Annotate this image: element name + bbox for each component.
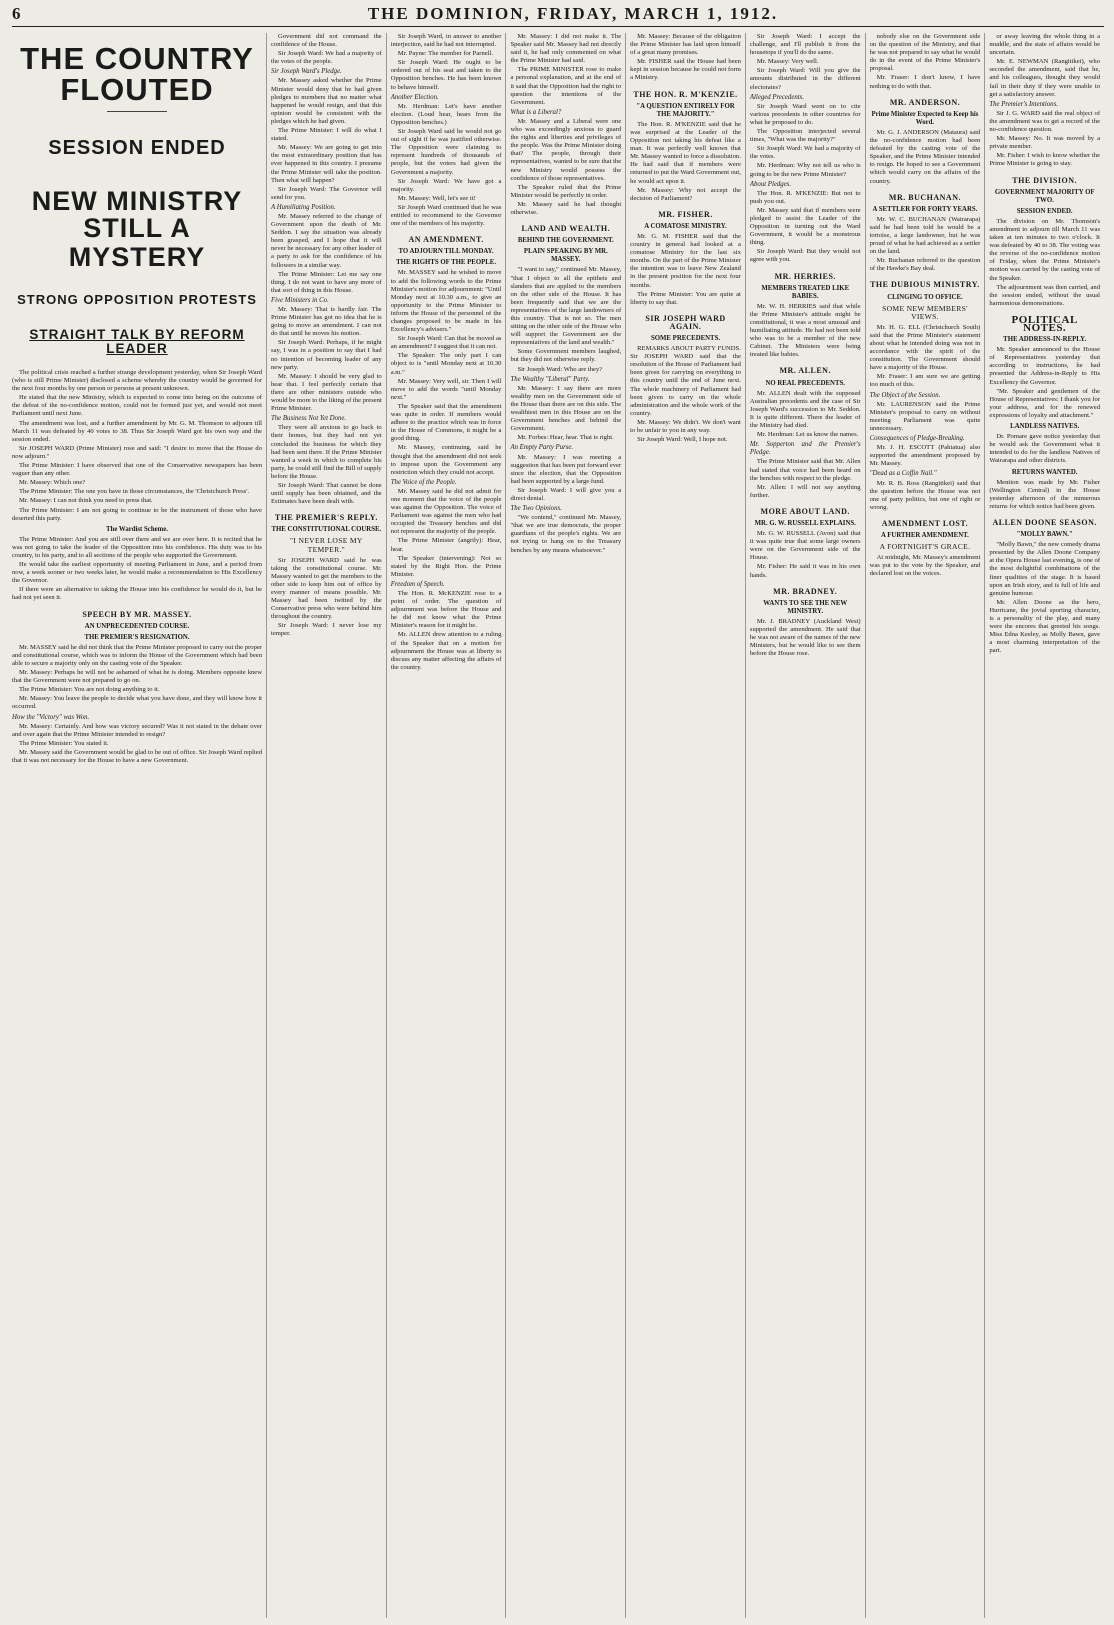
sub-headline-straight-talk: STRAIGHT TALK BY REFORM LEADER [29,327,245,356]
paragraph: "Mr. Speaker and gentlemen of the House of Representatives: I thank you for your address, and for the renewed expressions of loyalty and attachment." [989,387,1101,419]
paragraph: The Prime Minister: I have observed that one of the Conservative newspapers has been vaguer than any other. [12,462,262,478]
section-subheading: RETURNS WANTED. [1011,468,1078,476]
paragraph: Mr. Fraser: I am sure we are getting too much of this. [869,373,981,389]
column-3 [386,33,506,1618]
paragraph: If there were an alternative to taking the House into his confidence he would do it, but he had not yet seen it. [12,586,262,602]
column-7 [865,33,985,1618]
paragraph: Sir Joseph Ward: Well, I hope not. [637,436,728,444]
section-subheading: MEMBERS TREATED LIKE BABIES. [761,284,850,300]
paragraph: Sir Joseph Ward: We had a majority of the votes. [749,145,861,161]
column-1 [12,33,266,1618]
paragraph: Mr. Massey: Very well, sir. Then I will move to add the words "until Monday next." [390,377,502,401]
inline-heading: A Humiliating Position. [271,203,336,211]
paragraph: The Prime Minister (angrily): Hear, hear. [390,537,502,553]
paragraph: Sir Joseph Ward: Who are they? [517,365,603,373]
paragraph: Mr. Forbes: Hear, hear. That is right. [517,434,614,442]
paragraph: Mr. Massey: I can not think you need to press that. [19,497,153,505]
paragraph: Mr. Massey: I should be very glad to hear that. I feel perfectly certain that there are other ministers outside who would be more to the liking of the present Prime Minister. [271,372,382,413]
paragraph: Mr. Allen Doone as the hero, Hurricane, the jovial sporting character, is a personality of the play, and many were the encores that greeted his songs. Miss Edna Keeley, as Molly Bawn, gave a most charming interpretation of the part. [989,598,1101,655]
paragraph: Sir Joseph Ward: The Governor will send for you. [271,185,382,201]
section-subheading: TO ADJOURN TILL MONDAY. [398,248,494,256]
inline-heading: The Object of the Session. [869,391,941,399]
paragraph: Mr. Massey: We are going to get into the most extraordinary position that has ever happened in this country. I presume the Prime Minister will take the position. Then what will happen? [271,144,382,184]
paragraph: The Prime Minister: I will do what I stated. [271,127,382,143]
section-subheading: GOVERNMENT MAJORITY OF TWO. [994,188,1095,204]
paragraph: Sir Joseph Ward went on to cite various precedents in other countries for what he proposed to do. [749,102,861,126]
paragraph: The Prime Minister said that Mr. Allen had stated that voice had been heard on the benches with respect to the pledge. [749,458,861,482]
divider [107,111,167,112]
section-subheading: Prime Minister Expected to Keep his Word. [871,110,979,126]
paragraph: The Prime Minister: The one you have in those circumstances, the 'Christchurch Press'. [19,488,250,496]
paragraph: Sir Joseph Ward: I accept the challenge, and I'll publish it from the housetops if you'll do the same. [749,33,861,57]
paragraph: Mr. Herdman: Let's have another election. (Loud hear, hears from the Opposition benches.) [390,102,502,126]
paragraph: Mr. Payne: The member for Parnell. [397,50,493,58]
inline-heading: Sir Joseph Ward's Pledge. [271,68,342,76]
paragraph: "We contend," continued Mr. Massey, "that we are true democrats, the proper guardians of the people's rights. We are not trying to hang on to the Treasury benches by any means whatsoever." [510,514,622,554]
paragraph: The Prime Minister: You stated it. [19,739,109,747]
column-6 [745,33,865,1618]
inline-heading: About Pledges. [749,180,792,188]
paragraph: The Hon. R. McKENZIE rose to a point of order. The question of adjournment was before the House and he did not know what the Prime Minister's reason for it might be. [390,590,502,630]
paragraph: Mr. J. BRADNEY (Auckland West) supported the amendment. He said that he was not aware of the names of the new Ministers, but he would like to see them before the House rose. [749,617,861,658]
paragraph: Government did not command the confidence of the House. [271,33,382,49]
paragraph: The Hon. R. M'KENZIE said that he was surprised at the Leader of the Opposition not taking his defeat like a man. It was perfectly well known that Mr. Massey wanted to force a dissolution. He had said that if members were returned to put the Ward Government out, he would act upon it. [630,120,741,185]
inline-heading: Alleged Precedents. [749,93,804,101]
paragraph: Mr. Massey: Perhaps he will not be ashamed of what he is doing. Members opposite knew that the Government were not prepared to go on. [12,669,262,685]
newspaper-title: THE DOMINION, FRIDAY, MARCH 1, 1912. [367,4,779,23]
paragraph: Some Government members laughed, but they did not otherwise reply. [510,348,622,364]
inline-heading: Mr. Sopperton and the Premier's Pledge. [749,441,861,457]
paragraph: Sir Joseph Ward continued that he was entitled to recommend to the Governor one of the members of his majority. [390,203,502,228]
paragraph: Mr. Massey: Because of the obligation the Prime Minister has laid upon himself of a great many promises. [630,33,741,57]
paragraph: "Molly Bawn," the new comedy drama presented by the Allen Doone Company at the Opera House last evening, is one of the most delightful combinations of the finer qualities of the stage. It is based upon an Irish story, and is full of life and genuine humour. [989,541,1101,597]
section-heading: SPEECH BY MR. MASSEY. [82,609,192,619]
section-heading: POLITICAL NOTES. [1011,313,1078,334]
paragraph: Mr. Massey said he did not admit for one moment that the voice of the people was against the Opposition. The voice of Parliament was against the men who had occupied the Treasury benches and did not represent the majority of the people. [390,487,502,536]
paragraph: Mr. Massey said the Government would be glad to be out of office. Sir Joseph Ward replied that it was not necessary for the House to have a new Government. [12,748,262,765]
paragraph: Mr. Massey: I was meeting a suggestion that has been put forward ever since the election, that the Opposition had been supported by a large fund. [510,453,622,485]
paragraph: At midnight, Mr. Massey's amendment was put to the vote by the Speaker, and declared lost on the voices. [869,554,981,578]
paragraph: Mr. ALLEN dealt with the supposed Australian precedents and the case of Sir Joseph Ward's succession to Mr. Seddon. It is quite different. There the leader of the Ministry had died. [749,389,861,430]
paragraph: The Hon. R. M'KENZIE: But not to push you out. [749,189,861,205]
paragraph: "I want to say," continued Mr. Massey, "that I object to all the epithets and slanders that are applied to the members on the other side of the House. It has been frequently said that we are the representatives of the large landowners of this country. That is not so. The men sitting on the other side of the House who will support the Government are the representatives of the land and wealth." [510,266,622,347]
pull-quote: A FORTNIGHT'S GRACE. [879,542,971,552]
paragraph: Mr. Massey said he had thought otherwise. [510,200,622,216]
section-heading: AMENDMENT LOST. [881,518,969,528]
paragraph: Mr. W. C. BUCHANAN (Wairarapa) said he had been told he would be a tortoise, a large landowner, but he was proud of what he had achieved as a settler on the land. [869,215,981,256]
column-5 [625,33,745,1618]
inline-heading: "Dead as a Coffin Nail." [869,470,937,478]
paragraph: Mr. W. H. HERRIES said that while the Prime Minister's attitude might be constitutional, it was a most unusual and humiliating attitude. He had not been told who was to be a member of the new Cabinet. The Ministers were being treated like babies. [749,302,861,359]
section-heading: MR. FISHER. [658,209,713,219]
paragraph: The Prime Minister: You are not doing anything to it. [19,686,160,694]
section-heading: LAND AND WEALTH. [521,224,611,234]
section-heading: AN AMENDMENT. [408,235,484,245]
paragraph: Sir Joseph Ward: I never lose my temper. [271,622,382,638]
paragraph: Mr. Massey asked whether the Prime Minister would deny that he had given pledges to members that no matter what happened he would resign, and that this opinion would be consistent with the pledges which he had given. [271,77,382,125]
paragraph: Mr. LAURENSON said the Prime Minister's proposal to carry on without meeting Parliament was quite unnecessary. [869,400,981,432]
main-headline: THE COUNTRY FLOUTED [20,41,254,107]
paragraph: Mr. J. H. ESCOTT (Pahiatua) also supported the amendment proposed by Mr. Massey. [869,444,981,468]
column-8 [984,33,1104,1618]
paragraph: The Speaker ruled that the Prime Minister would be perfectly in order. [510,183,622,199]
paragraph: Sir Joseph Ward: Perhaps, if he might say, I was in a position to say that I had no intention of becoming leader of any new party. [271,339,382,371]
paragraph: Sir Joseph Ward: He ought to be ordered out of his seat and taken to the Opposition benches. He has been known to behave himself. [390,59,502,91]
masthead [12,4,1104,27]
section-heading: MORE ABOUT LAND. [760,506,850,516]
column-2 [266,33,386,1618]
paragraph: The political crisis reached a further strange development yesterday, when Sir Joseph Ward (who is still Prime Minister) disclosed a scheme whereby the country would be governed for the next four months by one person or persons at present unknown. [12,369,262,393]
section-subheading: BEHIND THE GOVERNMENT. [517,237,614,245]
section-subheading: A FURTHER AMENDMENT. [881,531,969,539]
paragraph: The Prime Minister: You are quite at liberty to say that. [630,290,741,306]
paragraph: Sir Joseph Ward: I will give you a direct denial. [510,486,622,502]
paragraph: The amendment was lost, and a further amendment by Mr. G. M. Thomson to adjourn till March 11 was defeated by 40 votes to 38. Thus Sir Joseph Ward got his own way and the session ended. [12,419,262,443]
section-heading: THE DIVISION. [1012,175,1078,185]
paragraph: Mr. ALLEN drew attention to a ruling of the Speaker that on a motion for adjournment the House was at liberty to discuss any matter affecting the affairs of the country. [390,631,502,671]
inline-heading: Consequences of Pledge-Breaking. [869,435,965,443]
paragraph: The Opposition interjected several times, "What was the majority?" [749,128,861,144]
section-heading: THE HON. R. M'KENZIE. [633,89,738,99]
paragraph: or away leaving the whole thing in a muddle, and the state of affairs would be uncertain. [989,33,1101,57]
sub-headline-opposition: STRONG OPPOSITION PROTESTS [17,292,257,307]
inline-heading: Freedom of Speech. [390,580,445,588]
sub-headline-mystery: MYSTERY [68,242,206,272]
inline-heading: The Voice of the People. [390,478,457,486]
paragraph: Mr. G. J. ANDERSON (Mataura) said the no-confidence motion had been defeated by the casting vote of the Speaker, and the Prime Minister intended to resign. He hoped to see a Government which would carry on the affairs of the country. [869,128,981,185]
inline-heading: How the "Victory" was Won. [12,713,90,721]
paragraph: Mr. Massey, continuing, said he thought that the amendment did not seek to impose upon the Government any restriction which they could not accept. [390,444,502,476]
paragraph: Mr. Massey: Which one? [19,479,86,487]
paragraph: The Prime Minister: And you are still over there and we are over here. It is recited that he was not going to take the leader of the Opposition into his confidence. His duty was to his country, to his party, and to all sections of the people who supported the Government. [12,535,262,559]
paragraph: Mr. MASSEY said he wished to move to add the following words to the Prime Minister's motion for adjournment: "Until Monday next at 10.30 a.m., to give an opportunity to the Prime Minister to inform the House of the personnel of the changes proposed to be made in his Excellency's advisers." [390,269,502,334]
paragraph: Mention was made by Mr. Fisher (Wellington Central) in the House yesterday afternoon of the numerous returns for which notice had been given. [989,478,1101,510]
inline-heading: Five Ministers in Co. [271,296,329,304]
paragraph: Mr. Speaker announced to the House of Representatives yesterday that according to instructions, he had presented the Address-in-Reply to His Excellency the Governor. [989,346,1101,386]
section-subheading: CLINGING TO OFFICE. [887,293,963,301]
paragraph: He would take the earliest opportunity of meeting Parliament in June, and a period from now, a week sooner or two weeks later, he would make a recommendation to His Excellency the Governor. [12,561,262,585]
paragraph: Mr. H. G. ELL (Christchurch South) said that the Prime Minister's statement about what he intended doing was not in accordance with the spirit of the constitution. The Government should have a majority of the House. [869,323,981,372]
inline-heading: The Business Not Yet Done. [271,415,347,423]
paragraph: Sir Joseph Ward: But they would not agree with you. [749,248,861,264]
page-number: 6 [12,4,21,23]
section-heading: SIR JOSEPH WARD AGAIN. [645,313,726,331]
section-subheading: SOME PRECEDENTS. [650,335,721,342]
paragraph: Mr. R. B. Ross (Rangitikei) said that the question before the House was not one of party politics, but one of right or wrong. [869,479,981,511]
paragraph: The PRIME MINISTER rose to make a personal explanation, and at the end of it said that the Opposition had the right to question the intentions of the Government. [510,66,622,106]
section-heading: THE PREMIER'S REPLY. [274,513,378,523]
section-subheading: NO REAL PRECEDENTS. [765,379,845,387]
inline-heading: The Wealthy "Liberal" Party. [510,375,590,383]
paragraph: Mr. Massey and a Liberal were one who was exceedingly anxious to guard the rights and liberties and privileges of the people. Was the Prime Minister doing that? The people, through their representatives, wanted to be sure that the new Ministry would possess the confidence of those representatives. [510,117,622,182]
section-subheading: AN UNPRECEDENTED COURSE. [84,622,190,630]
paragraph: Mr. Massey: Very well. [756,58,819,66]
paragraph: Mr. Massey: I did not make it. The Speaker said Mr. Massey had not directly said it, he had only commented on what the Prime Minister had said. [510,33,622,65]
paragraph: Mr. Fisher: I wish to know whether the Prime Minister is going to stay. [989,152,1101,168]
paragraph: The Speaker (intervening): Not so stated by the Right Hon. the Prime Minister. [390,554,502,578]
paragraph: Mr. Massey: You leave the people to decide what you have done, and they will know how it occurred. [12,695,262,711]
section-subheading: A COMATOSE MINISTRY. [644,222,727,230]
section-subheading: "A QUESTION ENTIRELY FOR THE MAJORITY." [636,102,735,118]
paragraph: The division on Mr. Thomson's amendment to adjourn till March 11 was taken at ten minutes to two o'clock. It was defeated by 40 to 38. The voting was the reverse of the no-confidence motion of Friday, when the Prime Minister's motion was carried by the casting vote of the Speaker. [989,217,1101,282]
section-subheading: THE PREMIER'S RESIGNATION. [84,633,190,641]
section-subheading: "MOLLY BAWN." [1016,531,1073,539]
paragraph: He stated that the new Ministry, which is expected to come into being on the outcome of the defeat of the no-confidence motion, could not be formed just yet, and would not meet Parliament until next June. [12,394,262,418]
paragraph: Sir Joseph Ward: That cannot be done until supply has been obtained, and the Estimates have been dealt with. [271,481,382,506]
paragraph: nobody else on the Government side on the question of the Ministry, and that he was not prepared to say what he would do in the event of the Prime Minister's proposal. [869,33,981,73]
paragraph: Mr. Fraser: I don't know, I have nothing to do with that. [869,74,981,90]
paragraph: The adjournment was then carried, and the session ended, without the usual harmonious demonstrations. [989,283,1101,307]
paragraph: Mr. Massey: I say there are more wealthy men on the Government side of the House than there are on this side. The wealthiest men in this House are on the Government benches and behind the Government. [510,384,622,433]
paragraph: Mr. Massey: Why not accept the decision of Parliament? [630,186,741,202]
section-subheading: THE RIGHTS OF THE PEOPLE. [396,259,497,267]
paragraph: Mr. G. M. FISHER said that the country in general had looked at a comatose Ministry for the last six months. On the part of the Prime Minister the intention was to leave New Zealand in the present position for the next four months. [630,232,741,289]
paragraph: Sir J. G. WARD said the real object of the amendment was to get a record of the no-confidence question. [989,109,1101,134]
section-heading: THE DUBIOUS MINISTRY. [870,280,980,290]
section-subheading: A SETTLER FOR FORTY YEARS. [872,205,978,213]
pull-quote: SOME NEW MEMBERS' VIEWS. [882,303,968,321]
paragraph: Sir Joseph Ward, in answer to another interjection, said he had not interrupted. [390,33,502,49]
paragraph: Mr. Fisher: He said it was in his own hands. [749,563,861,579]
paragraph: Mr. Herdman: Why not tell us who is going to be the new Prime Minister? [749,162,861,178]
paragraph: Sir JOSEPH WARD (Prime Minister) rose and said: "I desire to move that the House do now adjourn." [12,444,262,460]
inline-heading: The Wardist Scheme. [106,525,168,533]
paragraph: Sir Joseph Ward: Will you give the amounts distributed in the different electorates? [749,67,861,91]
column-4 [505,33,625,1618]
section-subheading: THE CONSTITUTIONAL COURSE. [271,526,382,534]
inline-heading: What is a Liberal? [510,108,562,116]
paragraph: Mr. Buchanan referred to the question of the Hawke's Bay deal. [869,257,981,273]
paragraph: The Prime Minister: I am not going to continue to be the instrument of those who have deserted this party. [12,506,262,522]
section-heading: MR. BRADNEY. [773,586,838,596]
paragraph: Mr. FISHER said the House had been kept in session because he could not form a Ministry. [630,58,741,82]
paragraph: Mr. G. W. RUSSELL (Avon) said that it was quite true that some large owners were on the Government side of the House. [749,530,861,562]
inline-heading: The Two Opinions. [510,505,562,513]
paragraph: The Speaker: The only part I can object to is "until Monday next at 10.30 a.m." [390,352,502,376]
section-heading: MR. ANDERSON. [889,97,961,107]
section-subheading: THE ADDRESS-IN-REPLY. [1003,336,1087,344]
sub-headline-session-ended: SESSION ENDED [48,137,226,159]
paragraph: Mr. E. NEWMAN (Rangitikei), who seconded the amendment, said that he, and his colleagues, thought they would fail in their duty if they were unable to get a satisfactory answer. [989,58,1101,98]
paragraph: Mr. Herdman: Let us know the names. [756,431,859,439]
section-subheading: WANTS TO SEE THE NEW MINISTRY. [763,599,848,615]
paragraph: They were all anxious to go back to their homes, but they had not yet concluded the business for which they had been sent there. If the Prime Minister wanted a week in which to complete his party, he could still find the Bill of supply before the House. [271,424,382,480]
paragraph: Sir JOSEPH WARD said he was taking the constitutional course. Mr. Massey wanted to get the members to the other side to keep him out of office by every manner of means possible. Mr. Massey had been twitted by the Conservative press who were behind him throughout the country. [271,556,382,621]
section-heading: ALLEN DOONE SEASON. [992,517,1097,527]
paragraph: Sir Joseph Ward: Can that be moved as an amendment? I suggest that it can not. [390,335,502,351]
inline-heading: The Premier's Intentions. [989,100,1058,108]
section-subheading: LANDLESS NATIVES. [1010,423,1080,431]
paragraph: REMARKS ABOUT PARTY FUNDS. Sir JOSEPH WARD said that the resolution of the House of Parliament had been given for carrying on everything to this country until the end of June next. The whole machinery of Parliament had been given to carry on the whole administration and the whole work of the country. [630,345,741,417]
section-subheading: SESSION ENDED. [1016,207,1073,215]
paragraph: Sir Joseph Ward: We have got a majority. [390,177,502,193]
paragraph: Sir Joseph Ward: We had a majority of the votes of the people. [271,50,382,66]
section-subheading: MR. G. W. RUSSELL EXPLAINS. [754,519,856,527]
paragraph: Mr. Massey: Certainly. And how was victory secured? Was it not stated in the debate over and over again that the Prime Minister intended to resign? [12,722,262,738]
sub-headline-new-ministry: NEW MINISTRY STILL A [31,186,243,243]
paragraph: Mr. MASSEY said he did not think that the Prime Minister proposed to carry out the proper and constitutional course, which was to inform the House of the Government which had been able to secure a majority only on the casting vote of the Speaker. [12,643,262,667]
paragraph: Mr. Massey: No. It was moved by a private member. [989,135,1101,151]
paragraph: The Prime Minister: Let me say one thing. I do not want to have any more of that sort of thing in this House. [271,270,382,294]
paragraph: Mr. Massey said that if members were pledged to assist the Leader of the Opposition in turning out the Ward Government, it would be a monstrous thing. [749,206,861,247]
section-heading: MR. ALLEN. [779,366,831,376]
inline-heading: An Empty Party Purse. [510,444,574,452]
paragraph: Sir Joseph Ward said he would not go out of sight if he was justified otherwise. The Opposition were claiming to represent hundreds of thousands of people, but the voters had given the Government a majority. [390,128,502,176]
section-heading: MR. BUCHANAN. [888,192,961,202]
paragraph: The Speaker said that the amendment was quite in order. If members would adhere to the practice which was in force in the House of Commons, it might be a good thing. [390,402,502,443]
paragraph: Dr. Pomare gave notice yesterday that he would ask the Government what it intended to do for the landless Natives of Wairarapa and other districts. [989,433,1101,465]
pull-quote: "I NEVER LOSE MY TEMPER." [290,536,363,554]
section-heading: MR. HERRIES. [774,271,836,281]
paragraph: Mr. Allen: I will not say anything further. [749,483,861,499]
paragraph: Mr. Massey: That is hardly fair. The Prime Minister has got no idea that he is going to move an amendment. I can not do that until he moves his motion. [271,306,382,338]
section-subheading: PLAIN SPEAKING BY MR. MASSEY. [523,248,608,264]
paragraph: Mr. Massey: Well, let's see it! [397,194,476,202]
paragraph: Mr. Massey referred to the change of Government upon the death of Mr. Seddon. I say the situation was already been grasped, and I hope that it will never be necessary for any other leader of a party to ask for the confidence of his followers in a similar way. [271,212,382,269]
inline-heading: Another Election. [390,93,439,101]
paragraph: Mr. Massey: We didn't. We don't want to be unfair to you in any way. [630,418,741,435]
